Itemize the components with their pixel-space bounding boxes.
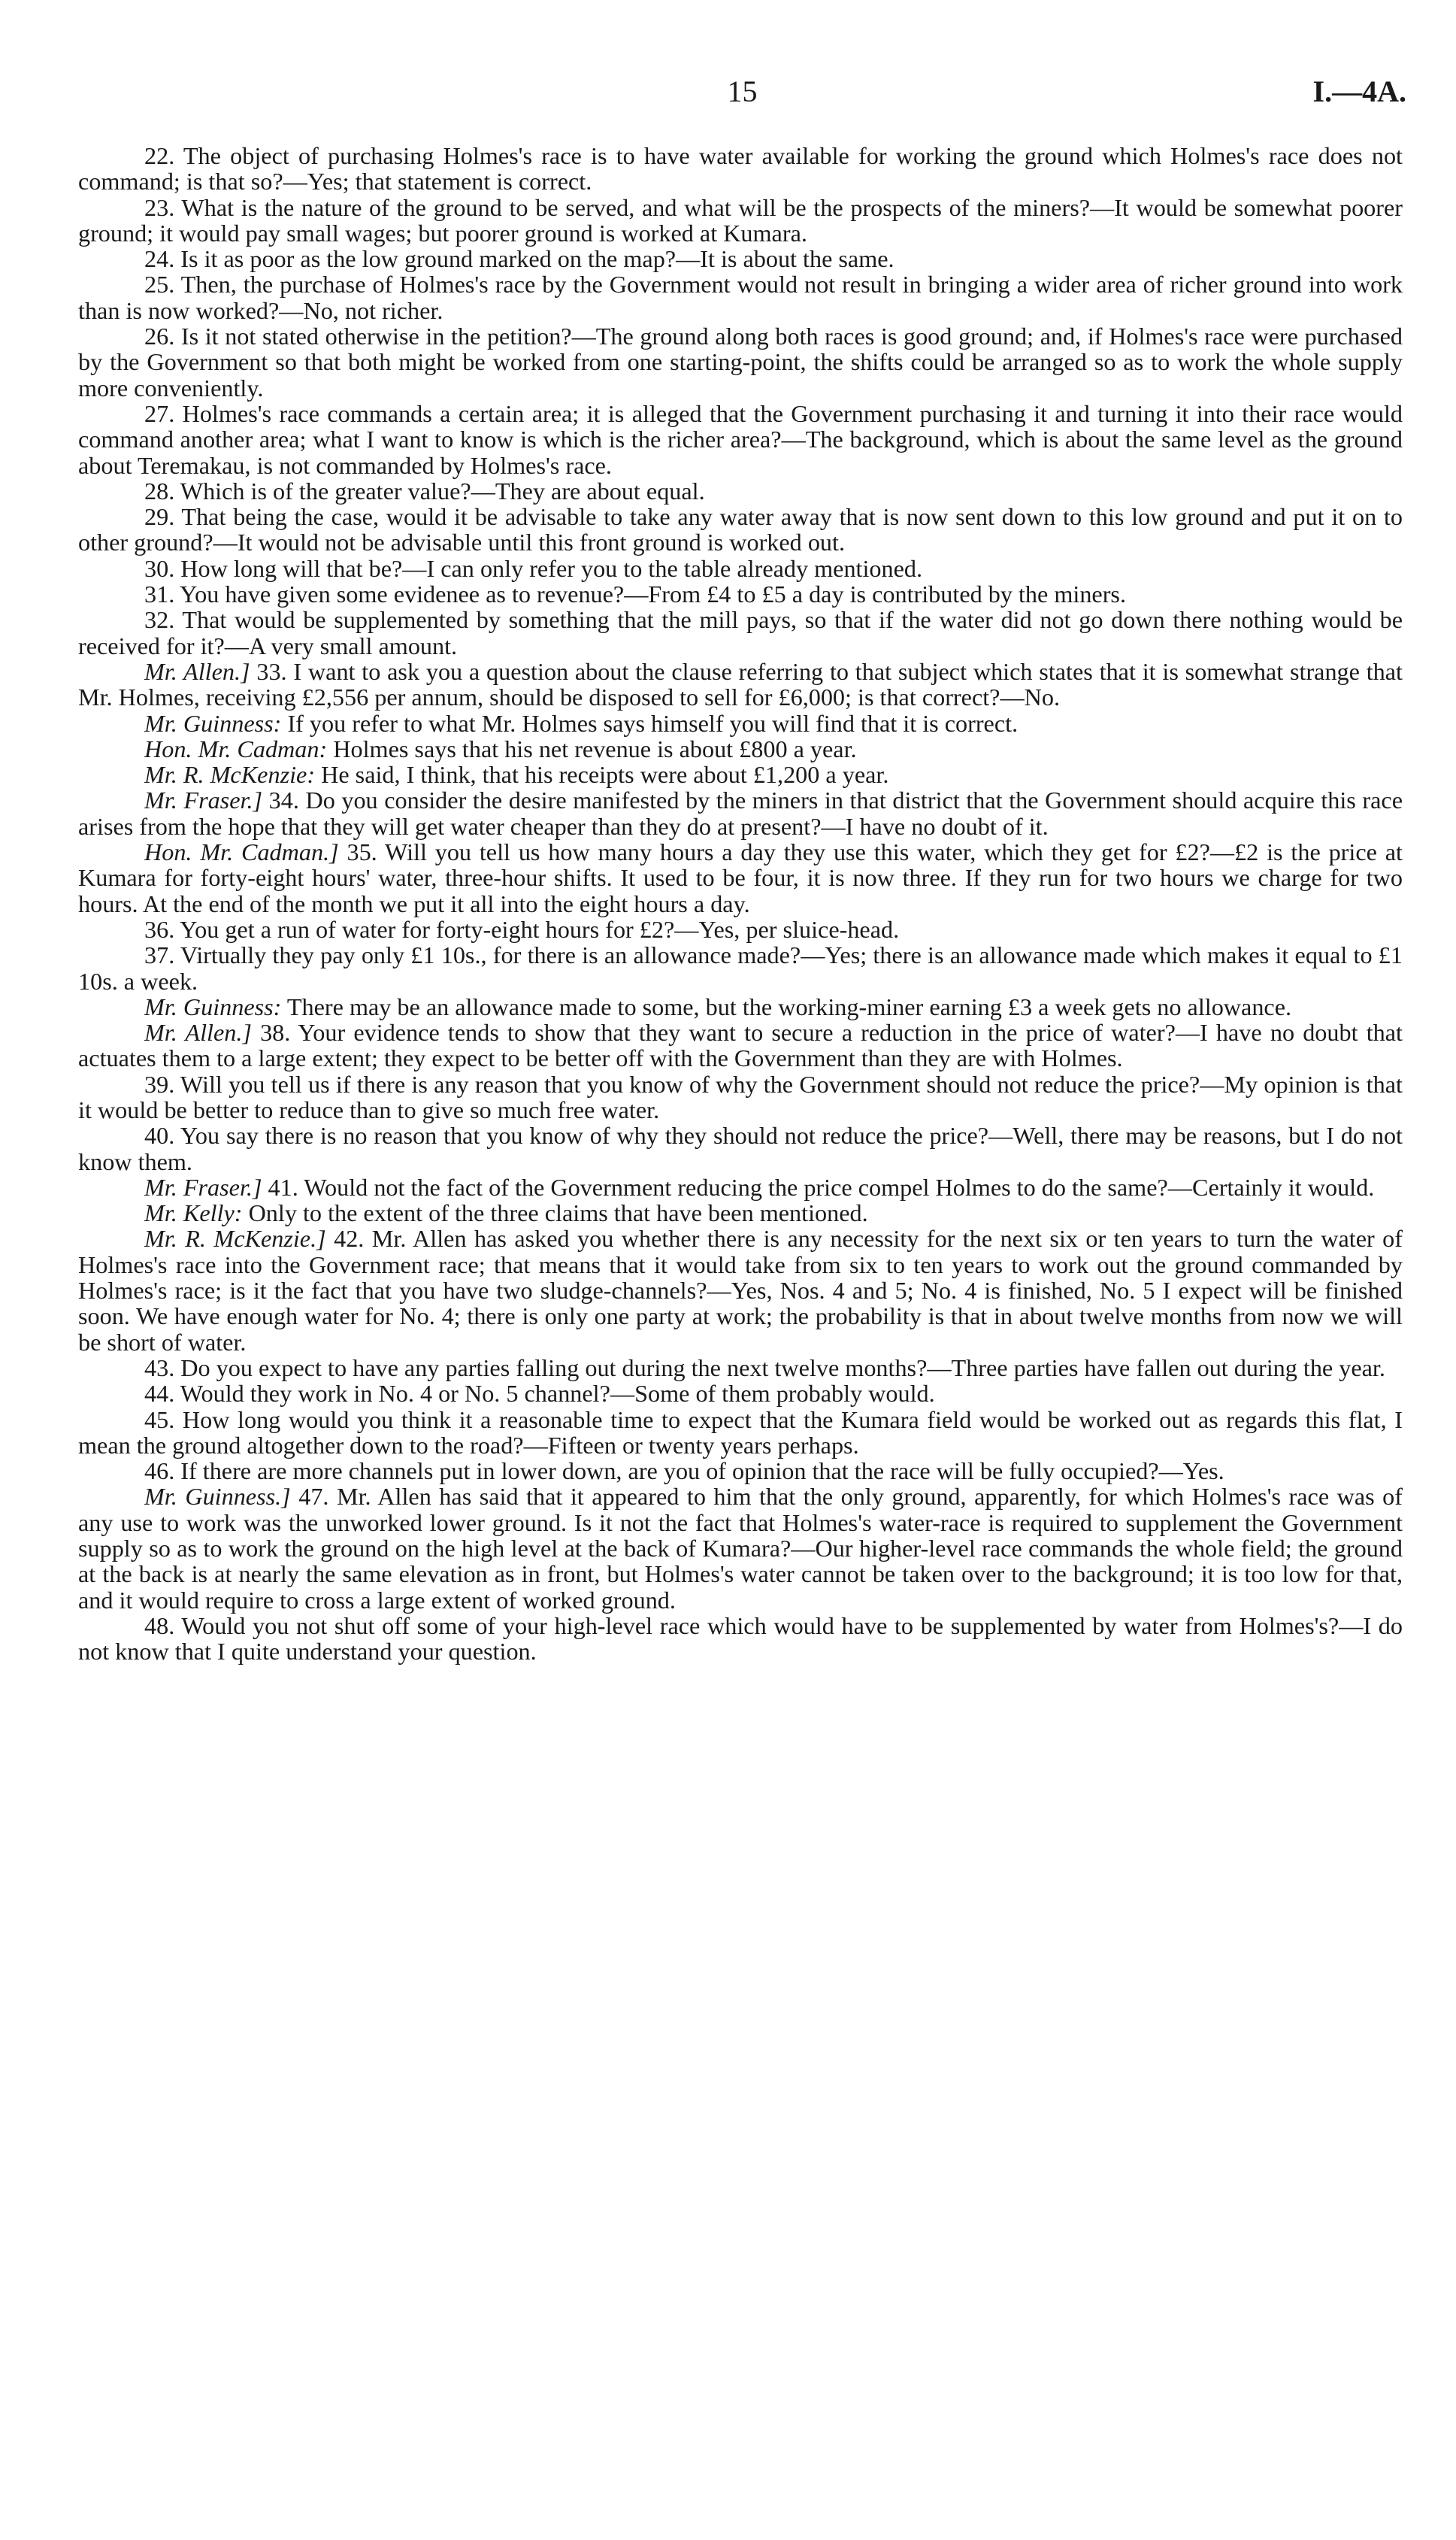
paragraph [78, 1226, 1403, 1354]
paragraph [78, 1381, 1403, 1406]
paragraph-text: If you refer to what Mr. Holmes says himself you will find that it is correct. [287, 709, 1019, 737]
paragraph [78, 246, 1403, 271]
paragraph [78, 1484, 1403, 1612]
speaker-label: Mr. Guinness.] [144, 1483, 291, 1511]
paragraph [78, 556, 1403, 581]
paragraph-text: 42. Mr. Allen has asked you whether there is any necessity for the next six or ten years to turn the water of Holmes's race into the Government race; that means that it would take from six to ten years to work out the ground commanded by Holmes's race; is it the fact that you have two sludge-channels?—Yes, Nos. 4 and 5; No. 4 is finished, No. 5 I expect will be finished soon. We have enough water for No. 4; there is only one party at work; the probability is that in about twelve months from now we will be short of water. [78, 1225, 1403, 1356]
paragraph [78, 323, 1403, 401]
document-reference: I.—4A. [1312, 74, 1406, 108]
speaker-label: Mr. Allen.] [144, 657, 250, 685]
paragraph [78, 917, 1403, 942]
paragraph [78, 1175, 1403, 1200]
paragraph [78, 736, 1403, 762]
paragraph-text: 36. You get a run of water for forty-eight hours for £2?—Yes, per sluice-head. [144, 915, 900, 943]
paragraph-text: He said, I think, that his receipts were about £1,200 a year. [321, 761, 889, 789]
paragraph-text: 46. If there are more channels put in lower down, are you of opinion that the race will be fully occupied?—Yes. [144, 1457, 1224, 1485]
paragraph [78, 1200, 1403, 1226]
paragraph-text: 40. You say there is no reason that you know of why they should not reduce the price?—Well, there may be reasons, but I do not know them. [78, 1122, 1403, 1175]
paragraph-text: 37. Virtually they pay only £1 10s., for there is an allowance made?—Yes; there is an allowance made which makes it equal to £1 10s. a week. [78, 941, 1403, 995]
speaker-label: Mr. Allen.] [144, 1019, 252, 1047]
paragraph [78, 581, 1403, 607]
paragraph [78, 1355, 1403, 1381]
speaker-label: Mr. Kelly: [144, 1199, 243, 1227]
paragraph-text: 34. Do you consider the desire manifested by the miners in that district that the Government should acquire this race arises from the hope that they will get water cheaper than they do at present?—I have no doubt of it. [78, 787, 1403, 840]
paragraph [78, 504, 1403, 556]
paragraph [78, 401, 1403, 478]
paragraph [78, 1123, 1403, 1175]
paragraph-text: 45. How long would you think it a reasonable time to expect that the Kumara field would be worked out as regards this flat, I mean the ground altogether down to the road?—Fifteen or twenty years perhaps. [78, 1405, 1403, 1459]
paragraph-text: 48. Would you not shut off some of your high-level race which would have to be supplemented by water from Holmes's?—I do not know that I quite understand your question. [78, 1611, 1403, 1666]
paragraph-text: 25. Then, the purchase of Holmes's race by the Government would not result in bringing a wider area of richer ground into work than is now worked?—No, not richer. [78, 271, 1403, 324]
paragraph-text: 39. Will you tell us if there is any reason that you know of why the Government should not reduce the price?—My opinion is that it would be better to reduce than to give so much free water. [78, 1070, 1403, 1123]
speaker-label: Mr. R. McKenzie: [144, 761, 316, 789]
paragraph-text: 43. Do you expect to have any parties falling out during the next twelve months?—Three parties have fallen out during the year. [144, 1353, 1385, 1381]
paragraph-text: There may be an allowance made to some, but the working-miner earning £3 a week gets no allowance. [286, 993, 1292, 1020]
paragraph-text: 31. You have given some evidenee as to revenue?—From £4 to £5 a day is contributed by the miners. [144, 580, 1126, 608]
paragraph [78, 994, 1403, 1020]
paragraph-text: 27. Holmes's race commands a certain area; it is alleged that the Government purchasing it and turning it into their race would command another area; what I want to know is which is the richer area?—The background, which is about the same level as the ground about Teremakau, is not commanded by Holmes's race. [78, 399, 1403, 479]
paragraph [78, 195, 1403, 247]
paragraph [78, 711, 1403, 736]
speaker-label: Mr. Fraser.] [144, 787, 263, 814]
paragraph-text: 47. Mr. Allen has said that it appeared to him that the only ground, apparently, for which Holmes's race was of any use to work was the unworked lower ground. Is it not the fact that Holmes's water-race is required to supplement the Government supply so as to work the ground on the high level at the back of Kumara?—Our higher-level race commands the whole field; the ground at the back is at nearly the same elevation as in front, but Holmes's water cannot be taken over to the background; it is too low for that, and it would require to cross a large extent of worked ground. [78, 1483, 1403, 1614]
document-body [78, 143, 1403, 1665]
paragraph [78, 607, 1403, 659]
paragraph-text: 44. Would they work in No. 4 or No. 5 channel?—Some of them probably would. [144, 1380, 935, 1408]
paragraph-text: 29. That being the case, would it be advisable to take any water away that is now sent down to this low ground and put it on to other ground?—It would not be advisable until this front ground is worked out. [78, 503, 1403, 556]
paragraph-text: Holmes says that his net revenue is about £800 a year. [333, 735, 857, 762]
paragraph-text: 38. Your evidence tends to show that they want to secure a reduction in the price of water?—I have no doubt that actuates them to a large extent; they expect to be better off with the Government than they are with Holmes. [78, 1019, 1403, 1072]
paragraph-text: 22. The object of purchasing Holmes's race is to have water available for working the ground which Holmes's race does not command; is that so?—Yes; that statement is correct. [78, 142, 1403, 196]
paragraph [78, 1407, 1403, 1459]
page-number: 15 [727, 74, 758, 108]
page-header [78, 69, 1406, 114]
paragraph [78, 478, 1403, 504]
paragraph-text: 26. Is it not stated otherwise in the petition?—The ground along both races is good ground; and, if Holmes's race were purchased by the Government so that both might be worked from one starting-point, the shifts could be arranged so as to work the whole supply more conveniently. [78, 323, 1403, 402]
paragraph [78, 839, 1403, 917]
speaker-label: Mr. Guinness: [144, 993, 282, 1020]
paragraph [78, 1458, 1403, 1484]
speaker-label: Mr. R. McKenzie.] [144, 1225, 326, 1253]
paragraph-text: 23. What is the nature of the ground to be served, and what will be the prospects of the miners?—It would be somewhat poorer ground; it would pay small wages; but poorer ground is worked at Kumara. [78, 193, 1403, 247]
paragraph-text: 41. Would not the fact of the Government reducing the price compel Holmes to do the same?—Certainly it would. [268, 1173, 1375, 1201]
paragraph [78, 1071, 1403, 1123]
speaker-label: Hon. Mr. Cadman: [144, 735, 328, 762]
paragraph-text: 30. How long will that be?—I can only refer you to the table already mentioned. [144, 554, 923, 582]
paragraph-text: 28. Which is of the greater value?—They are about equal. [144, 477, 705, 505]
paragraph [78, 143, 1403, 195]
paragraph [78, 762, 1403, 787]
paragraph-text: 32. That would be supplemented by something that the mill pays, so that if the water did not go down there nothing would be received for it?—A very small amount. [78, 606, 1403, 659]
paragraph [78, 271, 1403, 323]
paragraph [78, 1020, 1403, 1071]
paragraph [78, 659, 1403, 711]
paragraph-text: 35. Will you tell us how many hours a day they use this water, which they get for £2?—£2 is the price at Kumara for forty-eight hours' water, three-hour shifts. It used to be four, it is now three. If they run for two hours we charge for two hours. At the end of the month we put it all into the eight hours a day. [78, 838, 1403, 917]
speaker-label: Mr. Guinness: [144, 709, 282, 737]
paragraph-text: 24. Is it as poor as the low ground marked on the map?—It is about the same. [144, 245, 894, 273]
speaker-label: Mr. Fraser.] [144, 1173, 262, 1201]
speaker-label: Hon. Mr. Cadman.] [144, 838, 339, 866]
paragraph [78, 942, 1403, 994]
paragraph [78, 787, 1403, 839]
paragraph-text: Only to the extent of the three claims that have been mentioned. [248, 1199, 868, 1227]
paragraph [78, 1613, 1403, 1665]
paragraph-text: 33. I want to ask you a question about the clause referring to that subject which states that it is somewhat strange that Mr. Holmes, receiving £2,556 per annum, should be disposed to sell for £6,000; is that correct?—No. [78, 657, 1403, 711]
